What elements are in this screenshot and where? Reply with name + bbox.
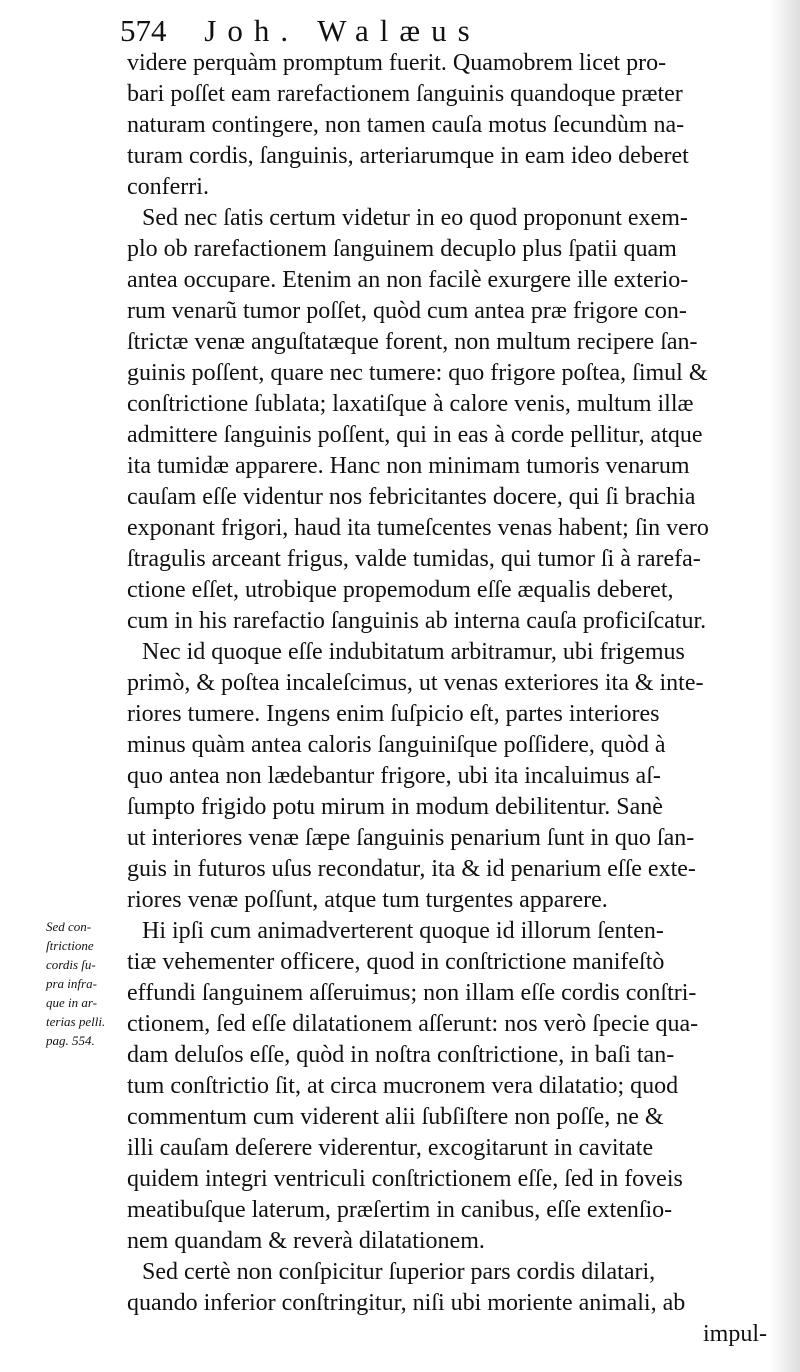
text-line: naturam contingere, non tamen cauſa motus ſecundùm na- (127, 112, 685, 138)
marginal-note-line: ſtrictione (46, 938, 94, 953)
marginal-note-line: cordis ſu- (46, 957, 96, 972)
text-line: antea occupare. Etenim an non facilè exurgere ille exterio- (127, 267, 689, 293)
marginal-note (46, 917, 128, 1050)
marginal-note-line: Sed con- (46, 919, 92, 934)
marginal-note-line: terias pelli. (46, 1014, 106, 1029)
text-line: Sed nec ſatis certum videtur in eo quod proponunt exem- (142, 205, 688, 231)
marginal-note-line: que in ar- (46, 995, 98, 1010)
text-line: ctionem, ſed eſſe dilatationem aſſerunt: nos verò ſpecie qua- (127, 1011, 699, 1037)
text-line: guis in futuros uſus recondatur, ita & id penarium eſſe exte- (127, 856, 696, 882)
text-line: conſtrictione ſublata; laxatiſque à calore venis, multum illæ (127, 391, 694, 417)
text-line: videre perquàm promptum fuerit. Quamobrem licet pro- (127, 50, 667, 76)
text-line: effundi ſanguinem aſſeruimus; non illam eſſe cordis conſtri- (127, 980, 697, 1006)
text-line: tum conſtrictio ſit, at circa mucronem vera dilatatio; quod (127, 1073, 679, 1099)
text-line: riores venæ poſſunt, atque tum turgentes apparere. (127, 887, 608, 913)
text-line: quo antea non lædebantur frigore, ubi ita incaluimus aſ- (127, 763, 661, 789)
text-line: rum venarũ tumor poſſet, quòd cum antea præ frigore con- (127, 298, 687, 324)
text-line: ſumpto frigido potu mirum in modum debilitentur. Sanè (127, 794, 663, 820)
text-line: cauſam eſſe videntur nos febricitantes docere, qui ſi brachia (127, 484, 696, 510)
text-line: ſtragulis arceant frigus, valde tumidas, qui tumor ſi à rarefa- (127, 546, 701, 572)
text-line: ſtrictæ venæ anguſtatæque forent, non multum recipere ſan- (127, 329, 698, 355)
text-line: ut interiores venæ ſæpe ſanguinis penarium ſunt in quo ſan- (127, 825, 695, 851)
text-line: quidem integri ventriculi conſtrictionem eſſe, ſed in foveis (127, 1166, 683, 1192)
text-line: Hi ipſi cum animadverterent quoque id illorum ſenten- (142, 918, 664, 944)
text-line: riores tumere. Ingens enim ſuſpicio eſt, partes interiores (127, 701, 660, 727)
page-edge-shadow (770, 0, 800, 1372)
text-line: tiæ vehementer officere, quod in conſtrictione manifeſtò (127, 949, 665, 975)
text-line: guinis poſſent, quare nec tumere: quo frigore poſtea, ſimul & (127, 360, 708, 386)
running-head (120, 14, 481, 48)
text-line: Nec id quoque eſſe indubitatum arbitramur, ubi frigemus (142, 639, 685, 665)
text-line: minus quàm antea caloris ſanguiniſque poſſidere, quòd à (127, 732, 666, 758)
text-line: illi cauſam deſerere viderentur, excogitarunt in cavitate (127, 1135, 654, 1161)
text-line: ita tumidæ apparere. Hanc non minimam tumoris venarum (127, 453, 690, 479)
text-line: turam cordis, ſanguinis, arteriarumque in eam ideo deberet (127, 143, 689, 169)
text-line: quando inferior conſtringitur, niſi ubi moriente animali, ab (127, 1290, 686, 1316)
text-line: conferri. (127, 174, 209, 200)
text-line: primò, & poſtea incaleſcimus, ut venas exteriores ita & inte- (127, 670, 704, 696)
text-line: nem quandam & reverà dilatationem. (127, 1228, 485, 1254)
text-line: plo ob rarefactionem ſanguinem decuplo plus ſpatii quam (127, 236, 677, 262)
text-line: admittere ſanguinis poſſent, qui in eas à corde pellitur, atque (127, 422, 703, 448)
catchword: impul- (703, 1321, 767, 1347)
marginal-note-line: pra infra- (46, 976, 97, 991)
marginal-note-line: pag. 554. (46, 1033, 95, 1048)
body-text (127, 48, 767, 1350)
text-line: commentum cum viderent alii ſubſiſtere non poſſe, ne & (127, 1104, 664, 1130)
running-title: Joh. Walæus (204, 13, 481, 48)
text-line: meatibuſque laterum, præſertim in canibus, eſſe extenſio- (127, 1197, 673, 1223)
text-line: Sed certè non conſpicitur ſuperior pars cordis dilatari, (142, 1259, 656, 1285)
text-line: cum in his rarefactio ſanguinis ab interna cauſa proficiſcatur. (127, 608, 707, 634)
text-line: ctione eſſet, utrobique propemodum eſſe æqualis deberet, (127, 577, 674, 603)
text-line: bari poſſet eam rarefactionem ſanguinis quandoque præter (127, 81, 683, 107)
text-line: dam deluſos eſſe, quòd in noſtra conſtrictione, in baſi tan- (127, 1042, 675, 1068)
text-line: exponant frigori, haud ita tumeſcentes venas habent; ſin vero (127, 515, 709, 541)
page-number: 574 (120, 13, 167, 48)
